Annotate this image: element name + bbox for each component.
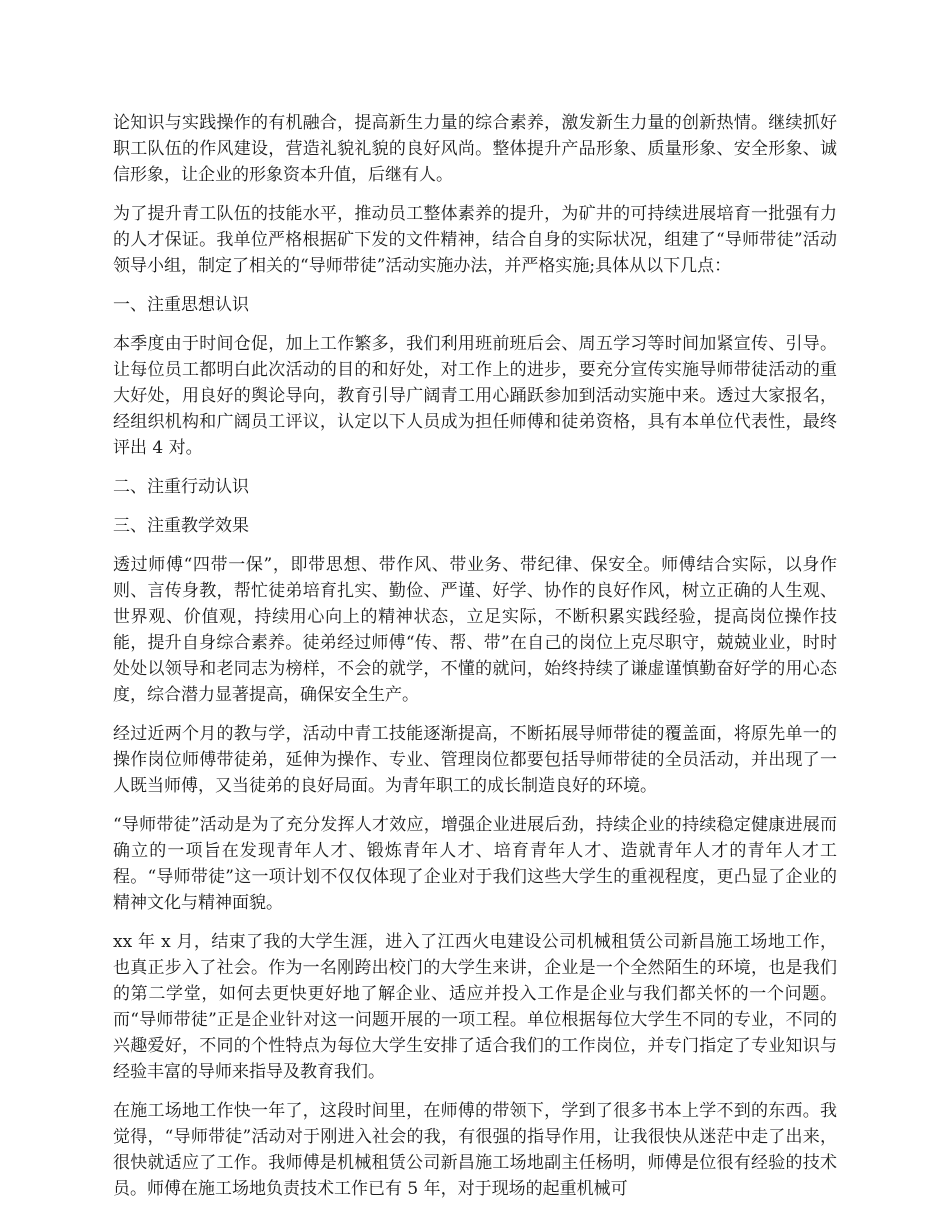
paragraph-intro-continuation: 论知识与实践操作的有机融合，提高新生力量的综合素养，激发新生力量的创新热情。继续抓好职工队伍的作风建设，营造礼貌礼貌的良好风尚。整体提升产品形象、质量形象、安全形象、诚信形象，让企业的形象资本升值，后继有人。: [113, 113, 837, 185]
paragraph-progress: 经过近两个月的教与学，活动中青工技能逐渐提高，不断拓展导师带徒的覆盖面，将原先单一的操作岗位师傅带徒弟，延伸为操作、专业、管理岗位都要包括导师带徒的全员活动，并出现了一人既当师傅，又当徒弟的良好局面。为青年职工的成长制造良好的环境。: [113, 724, 837, 796]
section-heading-teaching: 三、注重教学效果: [113, 516, 249, 536]
paragraph-teaching: 透过师傅“四带一保”，即带思想、带作风、带业务、带纪律、保安全。师傅结合实际，以身作则、言传身教，帮忙徒弟培育扎实、勤俭、严谨、好学、协作的良好作风，树立正确的人生观、世界观、价值观，持续用心向上的精神状态，立足实际，不断积累实践经验，提高岗位操作技能，提升自身综合素养。徒弟经过师傅“传、帮、带”在自己的岗位上克尽职守，兢兢业业，时时处处以领导和老同志为榜样，不会的就学，不懂的就问，始终持续了谦虚谨慎勤奋好学的用心态度，综合潜力显著提高，确保安全生产。: [113, 555, 837, 705]
section-heading-thought: 一、注重思想认识: [113, 295, 249, 315]
paragraph-thought: 本季度由于时间仓促，加上工作繁多，我们利用班前班后会、周五学习等时间加紧宣传、引导。让每位员工都明白此次活动的目的和好处，对工作上的进步，要充分宣传实施导师带徒活动的重大好处，用良好的舆论导向，教育引导广阔青工用心踊跃参加到活动实施中来。透过大家报名，经组织机构和广阔员工评议，认定以下人员成为担任师傅和徒弟资格，具有本单位代表性，最终评出 4 对。: [113, 334, 837, 458]
section-heading-action: 二、注重行动认识: [113, 477, 249, 497]
paragraph-personal-start: xx 年 x 月，结束了我的大学生涯，进入了江西火电建设公司机械租赁公司新昌施工场地工作，也真正步入了社会。作为一名刚跨出校门的大学生来讲，企业是一个全然陌生的环境，也是我们的第二学堂，如何去更快更好地了解企业、适应并投入工作是企业与我们都关怀的一个问题。而“导师带徒”正是企业针对这一问题开展的一项工程。单位根据每位大学生不同的专业，不同的兴趣爱好，不同的个性特点为每位大学生安排了适合我们的工作岗位，并专门指定了专业知识与经验丰富的导师来指导及教育我们。: [113, 932, 837, 1082]
paragraph-program-purpose: “导师带徒”活动是为了充分发挥人才效应，增强企业进展后劲，持续企业的持续稳定健康进展而确立的一项旨在发现青年人才、锻炼青年人才、培育青年人才、造就青年人才的青年人才工程。“导师带徒”这一项计划不仅仅体现了企业对于我们这些大学生的重视程度，更凸显了企业的精神文化与精神面貌。: [113, 815, 837, 913]
paragraph-personal-experience: 在施工场地工作快一年了，这段时间里，在师傅的带领下，学到了很多书本上学不到的东西。我觉得，“导师带徒”活动对于刚进入社会的我，有很强的指导作用，让我很快从迷茫中走了出来，很快就适应了工作。我师傅是机械租赁公司新昌施工场地副主任杨明，师傅是位很有经验的技术员。师傅在施工场地负责技术工作已有 5 年，对于现场的起重机械可: [113, 1101, 837, 1199]
document-page: [113, 110, 837, 1215]
paragraph-purpose: 为了提升青工队伍的技能水平，推动员工整体素养的提升，为矿井的可持续进展培育一批强有力的人才保证。我单位严格根据矿下发的文件精神，结合自身的实际状况，组建了“导师带徒”活动领导小组，制定了相关的“导师带徒”活动实施办法，并严格实施;具体从以下几点：: [113, 204, 837, 276]
